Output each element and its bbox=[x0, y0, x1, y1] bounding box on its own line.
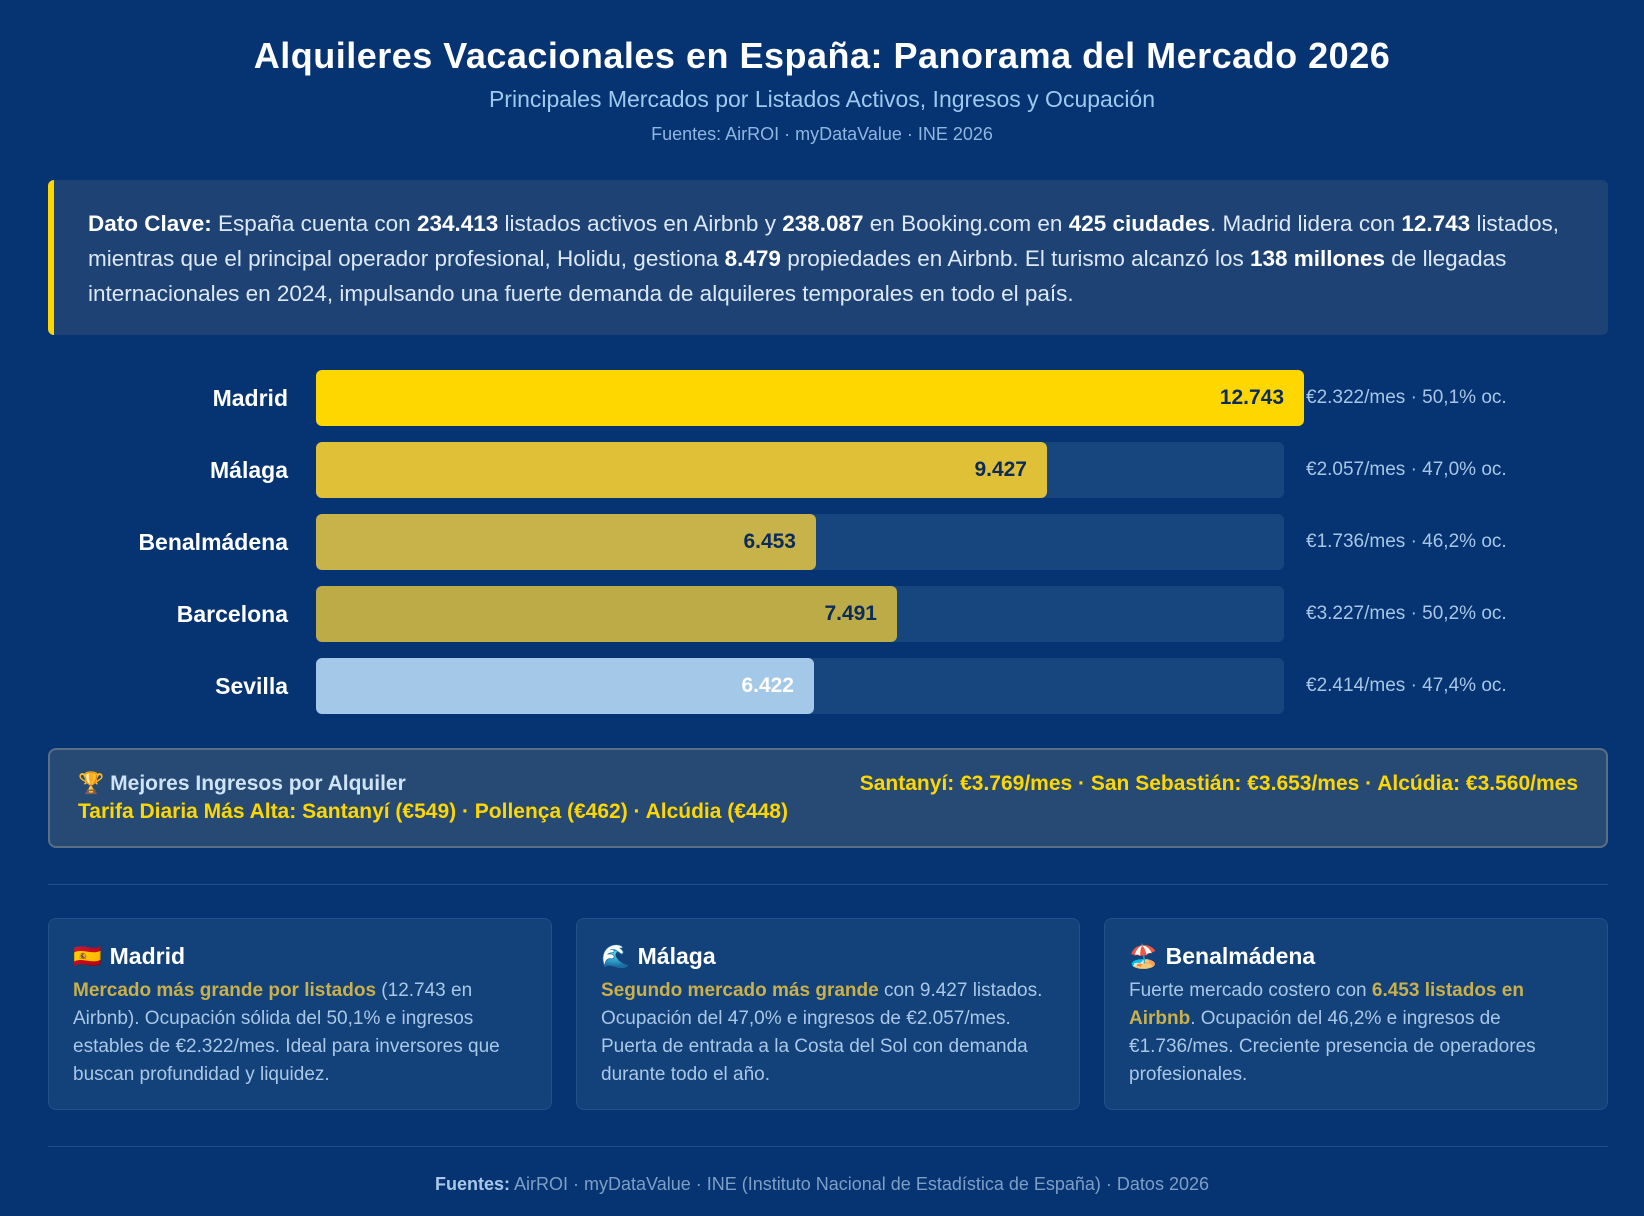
card-body-text: (12.743 en Airbnb). Ocupación sólida del 50,1% e ingresos estables de €2.322/mes. Ideal para inversores que buscan profundidad y liquidez. bbox=[73, 980, 500, 1085]
bar-meta-label: €2.322/mes · 50,1% oc. bbox=[1306, 387, 1507, 408]
best-revenue-list: Santanyí: €3.769/mes · San Sebastián: €3.653/mes · Alcúdia: €3.560/mes bbox=[859, 772, 1578, 795]
bar-meta-label: €2.414/mes · 47,4% oc. bbox=[1306, 675, 1507, 696]
bar-category-label: Madrid bbox=[212, 385, 288, 411]
card-malaga bbox=[576, 918, 1080, 1110]
key-fact-text: . Madrid lidera con bbox=[1210, 211, 1402, 236]
footer-label: Fuentes: bbox=[434, 1174, 510, 1194]
sources-line: Fuentes: AirROI · myDataValue · INE 2026 bbox=[651, 124, 993, 144]
key-fact-box bbox=[48, 180, 1608, 335]
bar-category-label: Málaga bbox=[210, 457, 288, 483]
card-body bbox=[601, 977, 1055, 1089]
bar-row bbox=[0, 514, 1644, 570]
bar-meta-label: €3.227/mes · 50,2% oc. bbox=[1306, 603, 1507, 624]
divider bbox=[48, 1146, 1608, 1147]
card-madrid bbox=[48, 918, 552, 1110]
key-fact-text: listados activos en Airbnb y bbox=[498, 211, 783, 236]
bar-value-label: 9.427 bbox=[974, 458, 1027, 481]
best-revenue-box bbox=[48, 748, 1608, 848]
footer-text: AirROI · myDataValue · INE (Instituto Nacional de Estadística de España) · Datos 2026 bbox=[510, 1174, 1209, 1194]
best-revenue-title-text: Mejores Ingresos por Alquiler bbox=[110, 772, 406, 795]
bar-value-label: 12.743 bbox=[1219, 386, 1284, 409]
card-highlight: Segundo mercado más grande bbox=[601, 980, 879, 1001]
key-fact-number: 12.743 bbox=[1401, 211, 1471, 236]
card-highlight: 6.453 listados en Airbnb bbox=[1129, 980, 1524, 1029]
key-fact-label: Dato Clave: bbox=[88, 211, 212, 236]
bar-chart bbox=[0, 370, 1644, 730]
bar-category-label: Sevilla bbox=[215, 673, 288, 699]
bar-row bbox=[0, 658, 1644, 714]
bar-value-label: 7.491 bbox=[824, 602, 877, 625]
card-title-text: Málaga bbox=[637, 943, 716, 969]
bar-row bbox=[0, 370, 1644, 426]
best-revenue-title bbox=[78, 772, 406, 796]
bar-row bbox=[0, 586, 1644, 642]
key-fact-text: en Booking.com en bbox=[863, 211, 1069, 236]
key-fact-text: de llegadas internacionales en 2024, impulsando una fuerte demanda de alquileres temporales en todo el país. bbox=[88, 246, 1507, 306]
bar-meta-label: €1.736/mes · 46,2% oc. bbox=[1306, 531, 1507, 552]
page-subtitle: Principales Mercados por Listados Activos, Ingresos y Ocupación bbox=[488, 86, 1156, 112]
bar-value-label: 6.453 bbox=[743, 530, 796, 553]
bar-category-label: Barcelona bbox=[176, 601, 288, 627]
card-title bbox=[601, 941, 1055, 971]
card-body-text: con 9.427 listados. Ocupación del 47,0% e ingresos de €2.057/mes. Puerta de entrada a la Costa del Sol con demanda durante todo el año. bbox=[601, 980, 1043, 1085]
key-fact-text: propiedades en Airbnb. El turismo alcanzó los bbox=[780, 246, 1250, 271]
key-fact-text: listados, mientras que el principal operador profesional, Holidu, gestiona bbox=[88, 211, 1559, 271]
card-body-text: . Ocupación del 46,2% e ingresos de €1.736/mes. Creciente presencia de operadores profesionales. bbox=[1129, 1008, 1536, 1085]
bar-meta-label: €2.057/mes · 47,0% oc. bbox=[1306, 459, 1507, 480]
wave-icon: 🌊 bbox=[601, 943, 630, 969]
card-highlight: Mercado más grande por listados bbox=[73, 980, 377, 1001]
beach-icon: 🏖️ bbox=[1129, 943, 1158, 969]
divider bbox=[48, 884, 1608, 885]
card-title-text: Madrid bbox=[109, 943, 186, 969]
key-fact-number: 238.087 bbox=[782, 211, 864, 236]
card-title bbox=[1129, 941, 1583, 971]
best-daily-rate: Tarifa Diaria Más Alta: Santanyí (€549) · Pollença (€462) · Alcúdia (€448) bbox=[78, 800, 788, 823]
card-body bbox=[73, 977, 527, 1089]
card-body bbox=[1129, 977, 1583, 1089]
footer-sources bbox=[0, 1174, 1644, 1195]
card-title-text: Benalmádena bbox=[1165, 943, 1316, 969]
card-title bbox=[73, 941, 527, 971]
header bbox=[0, 0, 1644, 146]
page-title: Alquileres Vacacionales en España: Panorama del Mercado 2026 bbox=[253, 35, 1391, 76]
card-body-text: Fuerte mercado costero con bbox=[1129, 980, 1372, 1001]
key-fact-number: 138 millones bbox=[1249, 246, 1386, 271]
bar-row bbox=[0, 442, 1644, 498]
spain-flag-icon: 🇪🇸 bbox=[73, 943, 102, 969]
key-fact-number: 425 ciudades bbox=[1068, 211, 1211, 236]
card-benalmadena bbox=[1104, 918, 1608, 1110]
key-fact-text: España cuenta con bbox=[211, 211, 417, 236]
bar-value-label: 6.422 bbox=[741, 674, 794, 697]
key-fact-number: 234.413 bbox=[416, 211, 499, 236]
key-fact-number: 8.479 bbox=[724, 246, 781, 271]
trophy-icon: 🏆 bbox=[78, 772, 105, 795]
bar-category-label: Benalmádena bbox=[138, 529, 288, 555]
